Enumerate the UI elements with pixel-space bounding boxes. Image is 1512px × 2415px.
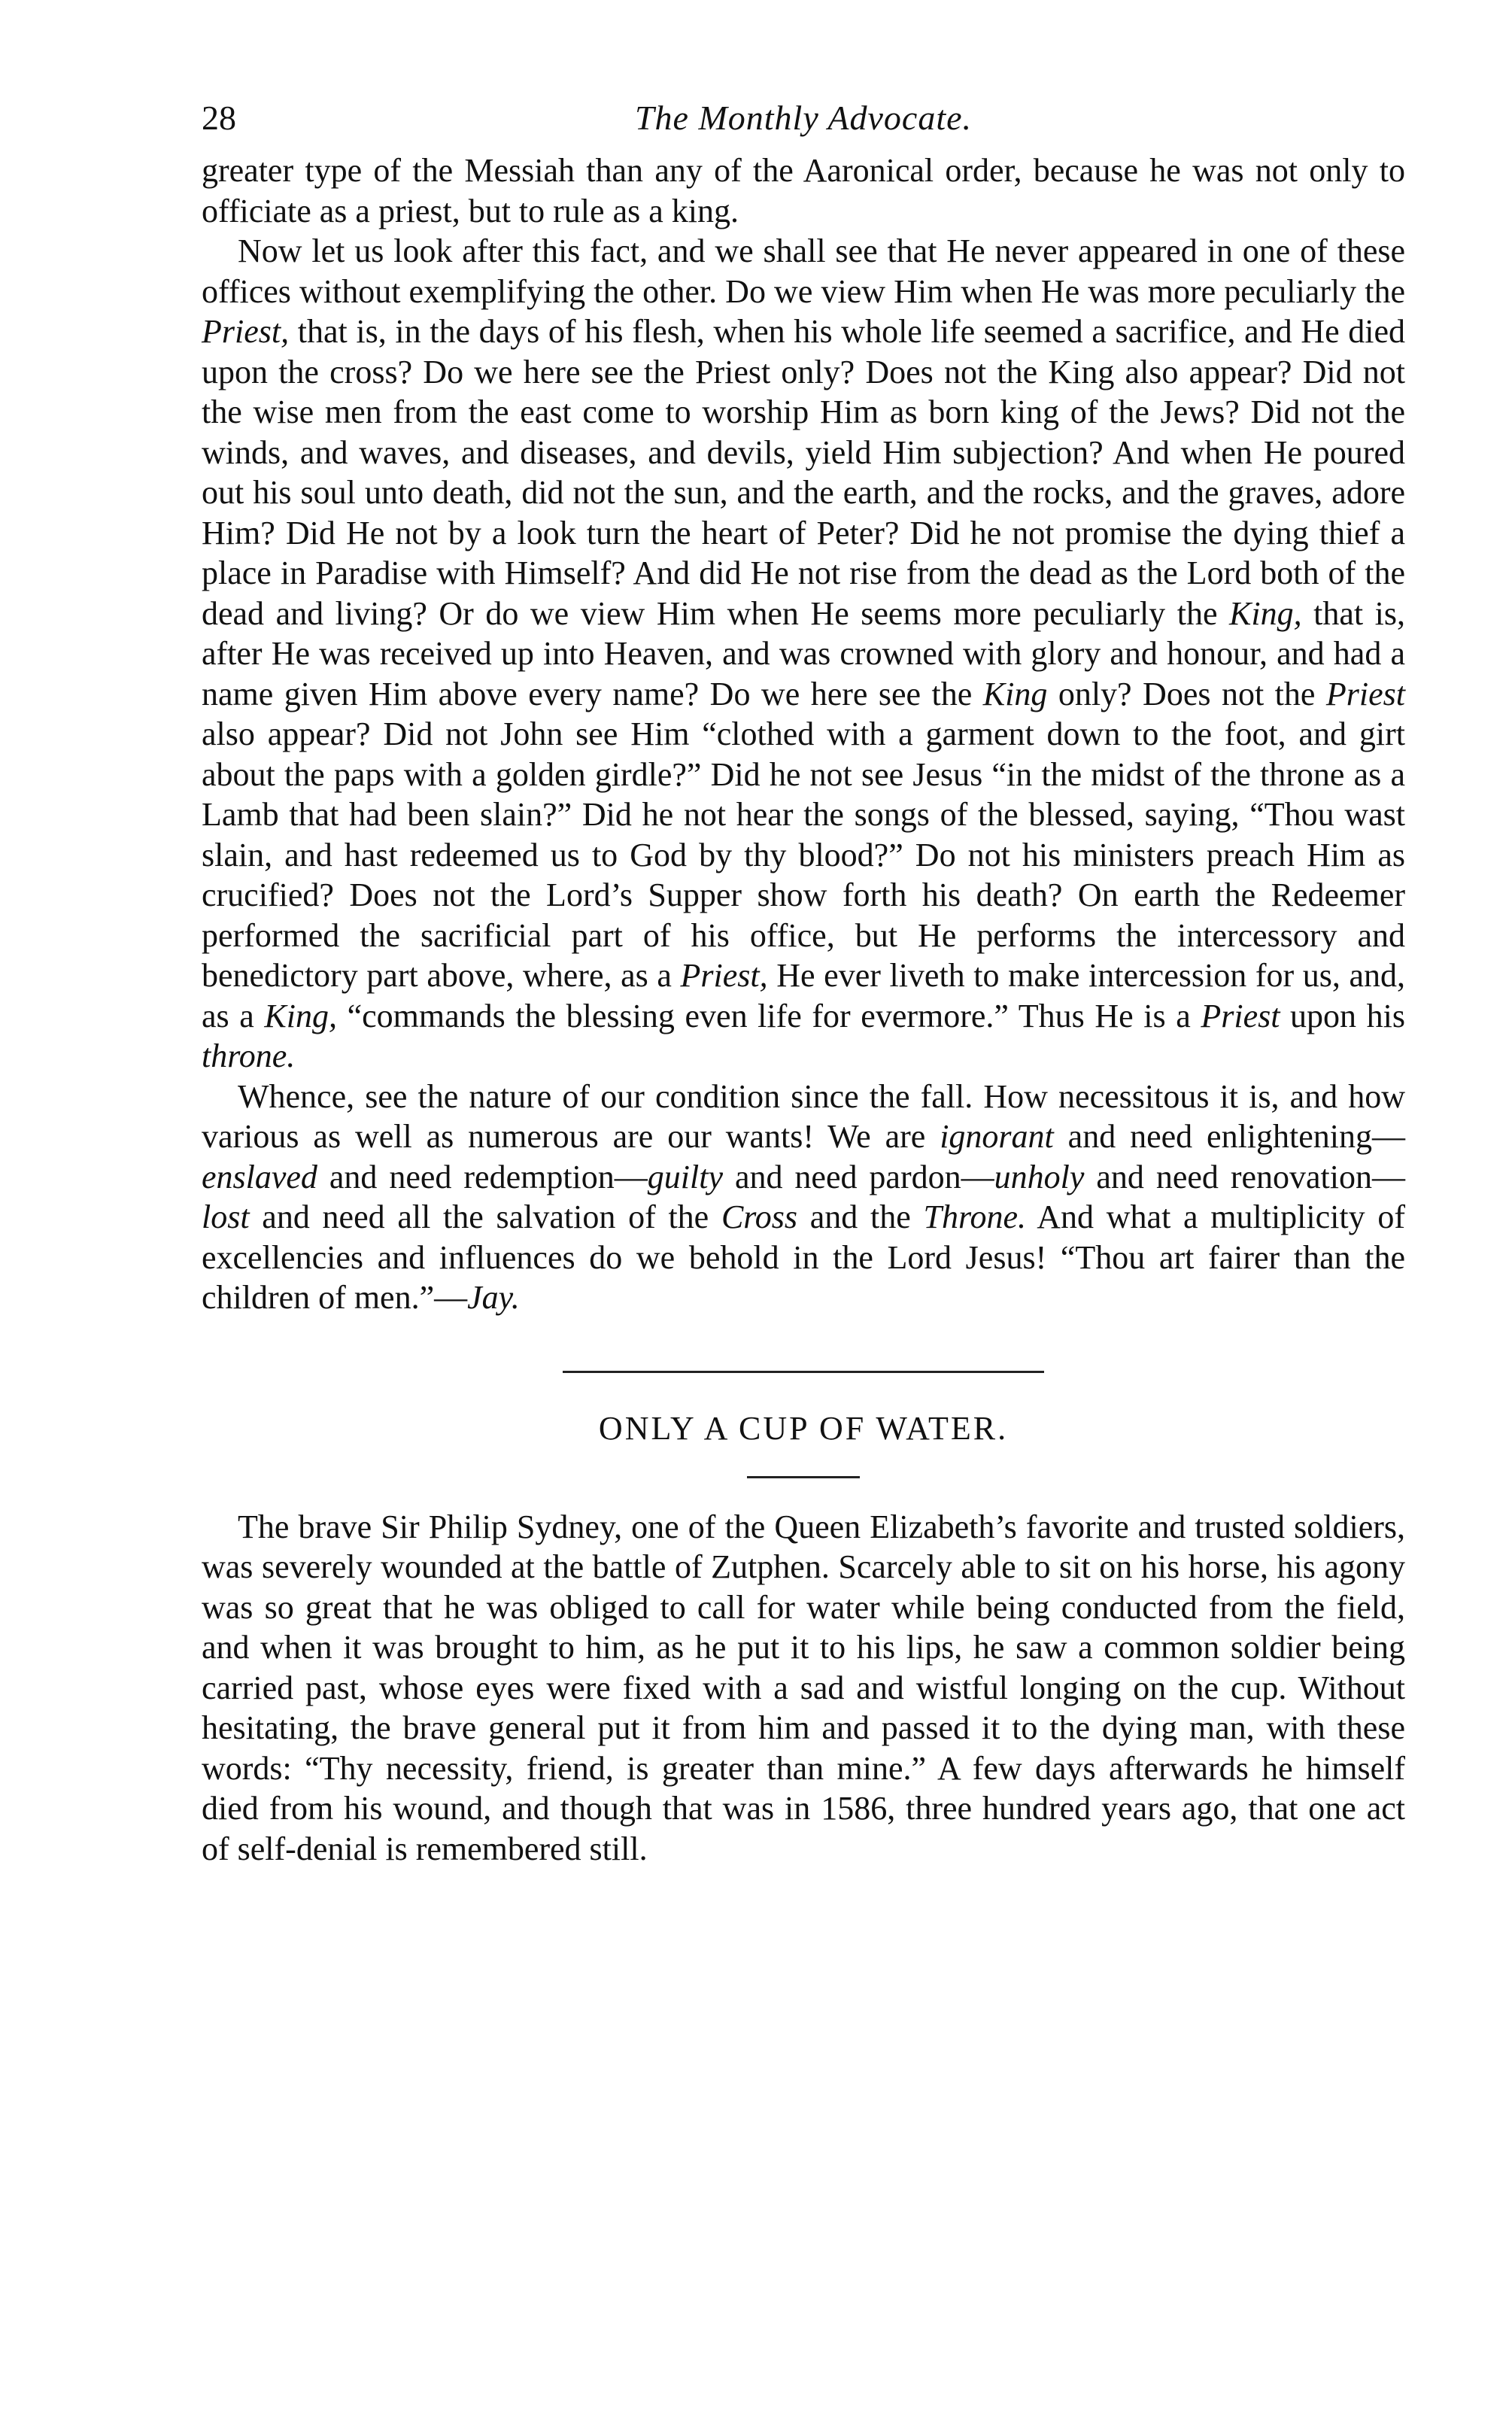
text-segment: and need all the salvation of the (249, 1198, 721, 1235)
italic-text: Cross (721, 1198, 798, 1235)
page (202, 98, 1405, 1869)
text-segment: He ever liveth to make intercession for us, and, as a (202, 957, 1405, 1034)
italic-text: Priest, (202, 313, 290, 350)
text-segment: and need redemption— (317, 1158, 648, 1195)
text-segment: Now let us look after this fact, and we shall see that He never appeared in one of these offices without exemplifying the other. Do we view Him when He was more peculiarly the (202, 232, 1405, 310)
article-cup-of-water (202, 1507, 1405, 1870)
running-head (202, 98, 1405, 150)
text-segment: also appear? Did not John see Him “clothed with a garment down to the foot, and girt about the paps with a golden girdle?” Did he not see Jesus “in the midst of the throne as a Lamb that had been slain?” Did he not hear the songs of the blessed, saying, “Thou wast slain, and hast redeemed us to God by thy blood?” Do not his ministers preach Him as crucified? Does not the Lord’s Supper show forth his death? On earth the Redeemer performed the sacrificial part of his office, but He performs the intercessory and benedictory part above, where, as a (202, 715, 1405, 994)
text-segment: The brave Sir Philip Sydney, one of the Queen Elizabeth’s favorite and trusted soldiers, was severely wounded at the battle of Zutphen. Scarcely able to sit on his horse, his agony was so great that he was obliged to call for water while being conducted from the field, and when it was brought to him, as he put it to his lips, he saw a common soldier being carried past, whose eyes were fixed with a sad and wistful longing on the cup. Without hesitating, the brave general put it from him and passed it to the dying man, with these words: “Thy necessity, friend, is greater than mine.” A few days afterwards he himself died from his wound, and though that was in 1586, three hundred years ago, that one act of self-denial is remembered still. (202, 1508, 1405, 1867)
text-segment: greater type of the Messiah than any of the Aaronical order, because he was not only to officiate as a priest, but to rule as a king. (202, 152, 1405, 229)
italic-text: unholy (994, 1158, 1085, 1195)
italic-text: King, (264, 997, 337, 1034)
italic-text: Priest (1201, 997, 1280, 1034)
article-messiah-priest-king (202, 150, 1405, 1318)
text-segment: upon his (1280, 997, 1405, 1034)
text-segment: And what a multiplicity of excellencies and influences do we behold in the Lord Jesus! “Thou art fairer than the children of men.”— (202, 1198, 1405, 1316)
italic-text: King, (1229, 594, 1302, 632)
italic-text: throne. (202, 1037, 296, 1074)
paragraph (202, 231, 1405, 1077)
text-segment: that is, in the days of his flesh, when his whole life seemed a sacrifice, and He died upon the cross? Do we here see the Priest only? Does not the King also appear? Did not the wise men from the east come to worship Him as born king of the Jews? Did not the winds, and waves, and diseases, and devils, yield Him subjection? And when He poured out his soul unto death, did not the sun, and the earth, and the rocks, and the graves, adore Him? Did He not by a look turn the heart of Peter? Did he not promise the dying thief a place in Paradise with Himself? And did He not rise from the dead as the Lord both of the dead and living? Or do we view Him when He seems more peculiarly the (202, 313, 1405, 632)
text-segment: and need enlightening— (1053, 1118, 1405, 1155)
page-number: 28 (202, 99, 236, 137)
italic-text: enslaved (202, 1158, 317, 1195)
journal-title: The Monthly Advocate. (634, 99, 973, 137)
title-rule (747, 1476, 860, 1478)
text-segment: and need pardon— (722, 1158, 994, 1195)
italic-text: ignorant (940, 1118, 1054, 1155)
italic-text: Jay. (467, 1279, 520, 1316)
italic-text: Priest (1325, 675, 1405, 712)
paragraph (202, 1507, 1405, 1870)
italic-text: Throne. (923, 1198, 1026, 1235)
text-segment: Whence, see the nature of our condition since the fall. How necessitous it is, and how various as well as numerous are our wants! We are (202, 1077, 1405, 1155)
paragraph (202, 1077, 1405, 1318)
italic-text: Priest, (680, 957, 768, 994)
italic-text: lost (202, 1198, 250, 1235)
italic-text: King (982, 675, 1048, 712)
italic-text: guilty (647, 1158, 723, 1195)
section-divider (563, 1371, 1044, 1373)
text-segment: and need renovation— (1084, 1158, 1405, 1195)
text-segment: “commands the blessing even life for evermore.” Thus He is a (336, 997, 1201, 1034)
text-segment: and the (797, 1198, 924, 1235)
article-title: ONLY A CUP OF WATER. (598, 1409, 1009, 1447)
text-segment: that is, after He was received up into Heaven, and was crowned with glory and honour, and had a name given Him above every name? Do we here see the (202, 594, 1405, 712)
paragraph (202, 150, 1405, 231)
text-segment: only? Does not the (1047, 675, 1326, 712)
